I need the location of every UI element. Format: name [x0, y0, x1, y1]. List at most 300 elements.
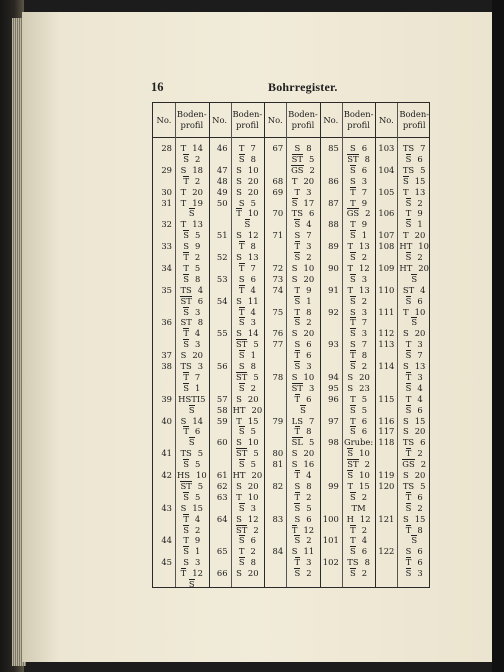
layer-thickness: 2	[195, 524, 201, 535]
layer-thickness: 14	[192, 143, 203, 153]
soil-profile-entry	[399, 198, 429, 208]
soil-profile-entry	[399, 296, 429, 306]
soil-profile-entry	[288, 165, 318, 175]
soil-code: S	[402, 175, 409, 186]
layer-thickness: 20	[303, 273, 315, 284]
soil-code: T	[180, 186, 187, 197]
soil-code: S	[183, 546, 189, 557]
layer-thickness: 8	[361, 350, 368, 361]
soil-code: S	[294, 361, 301, 371]
soil-profile-entry	[233, 372, 263, 382]
soil-code: S	[238, 273, 245, 284]
layer-thickness: 6	[306, 513, 312, 524]
soil-profile-entry	[399, 557, 429, 567]
soil-code: S	[294, 252, 301, 262]
boring-number: 60	[216, 437, 228, 448]
soil-profile-entry	[344, 416, 374, 426]
layer-thickness: 6	[361, 546, 368, 557]
boring-number: 94	[328, 371, 339, 382]
layer-thickness: 14	[247, 328, 259, 339]
soil-code: S	[236, 568, 242, 579]
layer-thickness: 7	[250, 143, 256, 153]
soil-code: S	[180, 350, 187, 361]
boring-number: 70	[272, 208, 284, 219]
boring-number: 63	[216, 491, 228, 502]
layer-thickness: 20	[247, 568, 259, 579]
layer-thickness: 2	[361, 524, 368, 535]
soil-code: T	[347, 480, 354, 491]
soil-profile-entry	[288, 350, 318, 360]
layer-thickness: 1	[195, 546, 201, 557]
soil-code: S	[350, 175, 356, 186]
soil-profile-entry	[344, 230, 374, 240]
soil-code: T	[294, 470, 301, 480]
soil-code: S	[236, 230, 242, 241]
layer-thickness: 23	[359, 382, 370, 393]
layer-thickness: 6	[250, 535, 256, 546]
soil-profile-entry	[344, 317, 374, 327]
soil-code: S	[291, 546, 298, 557]
soil-profile-entry	[288, 230, 318, 240]
soil-profile-entry	[233, 437, 263, 447]
layer-thickness: 16	[303, 459, 315, 470]
soil-profile-entry	[344, 514, 374, 524]
soil-code: S	[188, 208, 195, 219]
soil-code: ST	[236, 371, 248, 382]
soil-profile-entry	[399, 361, 429, 371]
layer-thickness: 5	[197, 448, 204, 459]
soil-code: S	[183, 557, 189, 568]
soil-profile-entry	[233, 274, 263, 284]
soil-code: S	[402, 328, 409, 339]
soil-code: T	[236, 491, 242, 502]
soil-profile-entry	[344, 143, 374, 153]
soil-code: T	[405, 557, 412, 568]
boring-number: 30	[161, 186, 172, 197]
soil-profile-entry	[288, 525, 318, 535]
boring-number: 65	[216, 546, 228, 557]
soil-code: S	[350, 252, 356, 262]
layer-thickness: 6	[306, 350, 312, 361]
soil-code: T	[238, 546, 245, 557]
header-no: No.	[156, 114, 172, 125]
boring-number: 118	[378, 437, 395, 448]
soil-profile-entry	[288, 198, 318, 208]
soil-profile-entry	[177, 481, 207, 491]
soil-code: S	[291, 459, 298, 470]
soil-code: T	[294, 491, 301, 502]
layer-thickness: 6	[417, 491, 423, 502]
layer-thickness: 3	[250, 502, 256, 513]
layer-thickness: 8	[250, 241, 256, 252]
boring-number: 86	[328, 175, 339, 186]
page-title: Bohrregister.	[268, 80, 338, 94]
soil-profile-entry	[233, 514, 263, 524]
header-boden-line2: profil	[180, 120, 204, 130]
soil-code: S	[238, 459, 245, 470]
soil-profile-entry	[177, 285, 207, 295]
boring-number: 77	[272, 339, 284, 350]
boring-number: 57	[216, 393, 228, 404]
scan-background-right	[492, 0, 504, 672]
layer-thickness: 5	[195, 459, 201, 470]
soil-code: S	[236, 175, 242, 186]
soil-code: S	[183, 273, 189, 284]
soil-code: TS	[402, 437, 415, 448]
layer-thickness: 9	[306, 284, 312, 295]
soil-code: T	[180, 219, 187, 230]
boring-number: 32	[161, 219, 172, 230]
soil-profile-entry	[288, 459, 318, 469]
layer-thickness: 2	[306, 252, 312, 262]
soil-code: T	[183, 262, 189, 273]
layer-thickness: 6	[417, 557, 423, 568]
layer-thickness: 4	[250, 284, 256, 295]
soil-profile-entry	[344, 372, 374, 382]
layer-thickness: 6	[420, 437, 426, 448]
layer-thickness: 8	[250, 557, 256, 568]
layer-thickness: 3	[195, 306, 201, 317]
header-bodenprofil	[342, 103, 376, 137]
layer-thickness: 10	[247, 437, 259, 448]
soil-profile-entry	[177, 394, 207, 404]
soil-code: TS	[402, 143, 415, 153]
layer-thickness: 3	[417, 371, 423, 382]
soil-code: S	[238, 153, 245, 164]
boring-number: 48	[216, 175, 228, 186]
soil-profile-entry	[177, 198, 207, 208]
soil-profile-entry	[288, 307, 318, 317]
soil-profile-entry	[399, 448, 429, 458]
soil-code: TS	[180, 448, 192, 459]
layer-thickness: 2	[361, 568, 368, 579]
soil-profile-entry	[233, 557, 263, 567]
layer-thickness: 8	[197, 317, 204, 328]
soil-profile-entry	[177, 143, 207, 153]
layer-thickness: 10	[247, 491, 259, 502]
soil-code: T	[403, 306, 409, 317]
layer-thickness: 5	[195, 230, 201, 241]
soil-code: ST	[291, 382, 303, 393]
boring-number: 111	[378, 306, 395, 317]
soil-code: S	[236, 437, 242, 448]
layer-thickness: 6	[194, 426, 201, 437]
header-boden-line2: profil	[347, 120, 370, 130]
soil-profile-entry	[288, 372, 318, 382]
layer-thickness: 7	[420, 143, 426, 153]
soil-profile-entry	[344, 176, 374, 186]
layer-thickness: 20	[414, 328, 426, 339]
soil-profile-entry	[399, 252, 429, 262]
boring-number: 56	[216, 361, 228, 371]
soil-profile-entry	[344, 296, 374, 306]
boring-number: 62	[216, 480, 228, 491]
column-divider	[175, 103, 176, 587]
soil-code: S	[183, 153, 189, 164]
soil-profile-entry	[233, 263, 263, 273]
soil-profile-entry	[177, 459, 207, 469]
boring-number: 102	[322, 557, 339, 568]
soil-profile-entry	[344, 437, 374, 447]
soil-profile-entry	[399, 394, 429, 404]
soil-profile-entry	[233, 470, 263, 480]
boring-number: 41	[161, 448, 172, 459]
layer-thickness: 20	[247, 186, 259, 197]
layer-thickness: 10	[418, 241, 429, 252]
soil-code: ST	[236, 448, 248, 459]
soil-code: S	[294, 295, 301, 306]
soil-profile-entry	[233, 198, 263, 208]
header-no: No.	[267, 114, 283, 125]
layer-thickness: 20	[251, 470, 263, 480]
layer-thickness: 12	[359, 513, 371, 524]
header-no: No.	[212, 114, 228, 125]
soil-profile-entry	[344, 546, 374, 556]
soil-code: T	[347, 262, 354, 273]
boring-number: 117	[378, 426, 395, 437]
soil-code: S	[300, 404, 306, 415]
soil-profile-entry	[233, 187, 263, 197]
soil-code: T	[405, 491, 412, 502]
soil-code: HT	[232, 404, 246, 415]
layer-thickness: 10	[303, 371, 315, 382]
soil-profile-entry	[177, 535, 207, 545]
layer-thickness: 3	[250, 317, 256, 328]
layer-thickness: 3	[306, 557, 312, 568]
layer-thickness: 6	[250, 273, 256, 284]
soil-profile-entry	[288, 143, 318, 153]
soil-profile-entry	[399, 307, 429, 317]
soil-profile-entry	[177, 568, 207, 578]
soil-profile-entry	[399, 241, 429, 251]
soil-profile-entry	[233, 230, 263, 240]
soil-profile-entry	[233, 448, 263, 458]
soil-code: S	[347, 371, 354, 382]
soil-code: S	[294, 480, 301, 491]
soil-profile-entry	[288, 470, 318, 480]
soil-code: T	[405, 339, 412, 350]
soil-code: S	[294, 230, 301, 241]
soil-profile-entry	[177, 514, 207, 524]
soil-profile-entry	[288, 416, 318, 426]
soil-profile-entry	[177, 154, 207, 164]
layer-thickness: 14	[192, 415, 203, 426]
boring-number: 119	[378, 470, 395, 480]
soil-profile-entry	[177, 317, 207, 327]
soil-code: S	[188, 579, 195, 589]
soil-profile-entry	[288, 285, 318, 295]
soil-code: T	[238, 241, 245, 252]
soil-profile-entry	[288, 339, 318, 349]
soil-profile-entry	[177, 448, 207, 458]
layer-thickness: 3	[197, 361, 204, 371]
soil-profile-entry	[399, 481, 429, 491]
soil-profile-entry	[344, 568, 374, 578]
layer-thickness: 12	[247, 513, 259, 524]
soil-profile-entry	[344, 263, 374, 273]
soil-profile-entry	[177, 546, 207, 556]
layer-thickness: 20	[414, 470, 426, 480]
layer-thickness: 7	[361, 339, 368, 350]
boring-number: 67	[272, 143, 284, 153]
boring-number: 101	[322, 535, 339, 546]
boring-number: 44	[161, 535, 172, 546]
layer-thickness: 12	[192, 568, 203, 579]
soil-profile-entry	[288, 176, 318, 186]
soil-code: S	[183, 524, 189, 535]
soil-code: S	[238, 557, 245, 568]
soil-profile-entry	[344, 481, 374, 491]
soil-profile-entry	[233, 383, 263, 393]
layer-thickness: 20	[303, 448, 315, 459]
boring-number: 73	[272, 273, 284, 284]
soil-code: S	[188, 404, 195, 415]
soil-profile-entry	[233, 296, 263, 306]
boring-number: 68	[272, 175, 284, 186]
header-boden-line2: profil	[236, 120, 259, 130]
soil-profile-entry	[177, 579, 207, 589]
soil-profile-entry	[233, 328, 263, 338]
soil-code: S	[244, 219, 251, 230]
boring-number: 81	[272, 459, 284, 470]
soil-profile-entry	[344, 383, 374, 393]
soil-code: S	[350, 491, 356, 502]
layer-thickness: 5	[197, 480, 204, 491]
soil-profile-entry	[233, 219, 263, 229]
column-divider	[397, 103, 398, 587]
boring-number: 53	[216, 273, 228, 284]
soil-profile-entry	[344, 241, 374, 251]
soil-profile-entry	[399, 143, 429, 153]
soil-profile-entry	[399, 372, 429, 382]
boring-number: 99	[328, 480, 339, 491]
soil-profile-entry	[344, 448, 374, 458]
boring-number: 29	[161, 164, 172, 175]
layer-thickness: 3	[361, 273, 368, 284]
boring-number: 114	[378, 361, 395, 371]
soil-code: T	[291, 175, 298, 186]
soil-profile-entry	[288, 154, 318, 164]
soil-profile-entry	[177, 165, 207, 175]
layer-thickness: 4	[250, 306, 256, 317]
soil-code: S	[291, 328, 298, 339]
soil-code: S	[294, 502, 301, 513]
soil-code: S	[294, 568, 301, 579]
layer-thickness: 2	[306, 317, 312, 328]
soil-profile-entry	[288, 492, 318, 502]
soil-code: S	[236, 164, 242, 175]
layer-thickness: 8	[306, 306, 312, 317]
soil-profile-entry	[344, 339, 374, 349]
column-divider	[231, 103, 232, 587]
soil-profile-entry	[344, 535, 374, 545]
soil-code: T	[350, 197, 356, 208]
soil-profile-entry	[288, 481, 318, 491]
layer-thickness: 7	[194, 371, 201, 382]
soil-code: S	[405, 546, 412, 557]
soil-profile-entry	[399, 263, 429, 273]
soil-code: S	[405, 252, 412, 262]
soil-profile-entry	[399, 405, 429, 415]
soil-profile-entry	[288, 394, 318, 404]
soil-profile-entry	[177, 187, 207, 197]
layer-thickness: 5	[253, 339, 259, 350]
boring-number: 46	[216, 143, 228, 153]
soil-code: S	[183, 459, 189, 470]
layer-thickness: 20	[247, 175, 259, 186]
soil-code: TS	[347, 557, 359, 568]
soil-profile-entry	[288, 361, 318, 371]
header-bodenprofil	[175, 103, 209, 137]
boring-number: 33	[161, 241, 172, 252]
layer-thickness: 15	[359, 480, 370, 491]
boring-number: 35	[161, 284, 172, 295]
soil-profile-entry	[344, 307, 374, 317]
soil-profile-entry	[344, 394, 374, 404]
soil-profile-entry	[399, 165, 429, 175]
layer-thickness: 8	[364, 153, 370, 164]
layer-thickness: 5	[420, 164, 426, 175]
layer-thickness: 15	[414, 513, 426, 524]
soil-code: T	[294, 186, 301, 197]
soil-profile-entry	[344, 350, 374, 360]
soil-profile-entry	[399, 568, 429, 578]
boring-number: 85	[328, 143, 339, 153]
layer-thickness: 8	[250, 361, 256, 371]
soil-profile-entry	[288, 503, 318, 513]
soil-code: S	[405, 568, 412, 579]
layer-thickness: 5	[250, 197, 256, 208]
soil-code: S	[183, 241, 189, 252]
boring-number: 61	[216, 470, 228, 480]
boring-number: 106	[378, 208, 395, 219]
layer-thickness: 8	[306, 143, 312, 153]
soil-profile-entry	[177, 416, 207, 426]
layer-thickness: 7	[308, 415, 315, 426]
layer-thickness: 8	[195, 273, 201, 284]
layer-thickness: 7	[361, 317, 368, 328]
layer-thickness: 5	[253, 448, 259, 459]
soil-profile-entry	[288, 405, 318, 415]
soil-profile-entry	[399, 426, 429, 436]
layer-thickness: 5	[250, 459, 256, 470]
layer-thickness: 8	[250, 153, 256, 164]
soil-code: S	[236, 393, 242, 404]
soil-code: HT	[232, 470, 246, 480]
soil-profile-entry	[288, 437, 318, 447]
soil-profile-entry	[399, 416, 429, 426]
layer-thickness: 2	[417, 502, 423, 513]
header-no: No.	[323, 114, 339, 125]
soil-code: GS	[402, 459, 415, 470]
layer-thickness: 20	[418, 262, 429, 273]
soil-profile-entry	[288, 426, 318, 436]
soil-code: T	[238, 284, 245, 295]
soil-code: S	[238, 426, 245, 437]
boring-number: 79	[272, 415, 284, 426]
soil-profile-entry	[344, 503, 374, 513]
soil-profile-entry	[344, 492, 374, 502]
boring-number: 87	[328, 197, 339, 208]
soil-profile-entry	[233, 546, 263, 556]
layer-thickness: 10	[247, 164, 259, 175]
layer-thickness: 2	[306, 568, 312, 579]
soil-profile-entry	[399, 208, 429, 218]
layer-thickness: 1	[195, 382, 201, 393]
soil-code: S	[183, 306, 189, 317]
soil-code: T	[347, 284, 354, 295]
header-rule	[153, 137, 429, 138]
